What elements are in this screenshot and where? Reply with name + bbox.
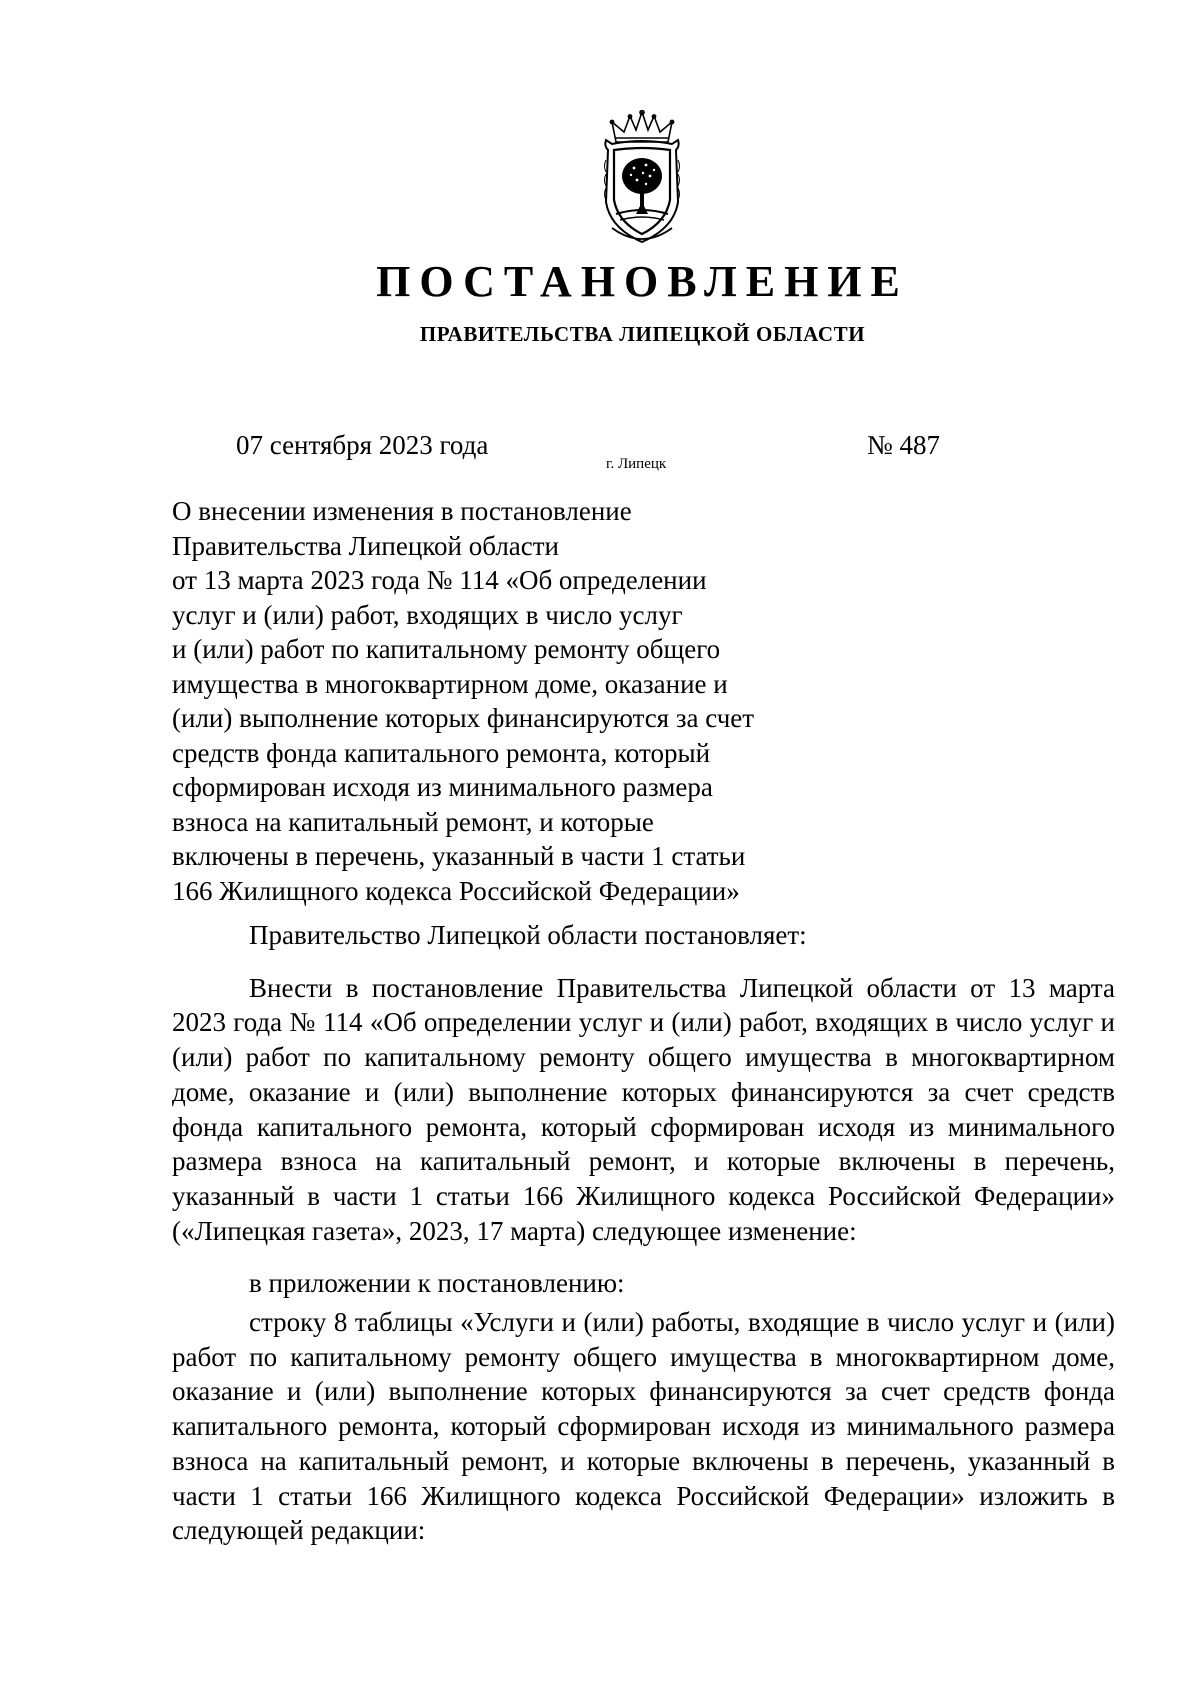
subject-line: включены в перечень, указанный в части 1 статьи (172, 841, 746, 871)
document-body (172, 918, 1115, 1548)
document-subject (172, 494, 812, 908)
coat-of-arms-icon (602, 110, 682, 246)
subject-line: 166 Жилищного кодекса Российской Федерации» (172, 875, 740, 906)
issuing-authority: ПРАВИТЕЛЬСТВА ЛИПЕЦКОЙ ОБЛАСТИ (419, 322, 866, 346)
resolution-preamble: Правительство Липецкой области постановляет: (249, 920, 807, 950)
document-number: № 487 (867, 430, 941, 460)
subject-line: О внесении изменения в постановление (172, 496, 632, 526)
subject-line: Правительства Липецкой области (172, 530, 560, 561)
amendment-paragraph: Внести в постановление Правительства Липецкой области от 13 марта 2023 года № 114 «Об определении услуг и (или) работ, входящих в число услуг и (или) работ по капитальному ремонту общего имущества в многоквартирном доме, оказание и (или) выполнение которых финансируются за счет средств фонда капитального ремонта, который сформирован исходя из минимального размера взноса на капитальный ремонт, и которые включены в перечень, указанный в части 1 статьи 166 Жилищного кодекса Российской Федерации» («Липецкая газета», 2023, 17 марта) следующее изменение: (172, 972, 1115, 1246)
subject-line: сформирован исходя из минимального размера (172, 772, 713, 802)
subject-line: (или) выполнение которых финансируются за счет (172, 703, 755, 733)
amendment-detail: строку 8 таблицы «Услуги и (или) работы, входящие в число услуг и (или) работ по капитальному ремонту общего имущества в многоквартирном доме, оказание и (или) выполнение которых финансируются за счет средств фонда капитального ремонта, который сформирован исходя из минимального размера взноса на капитальный ремонт, и которые включены в перечень, указанный в части 1 статьи 166 Жилищного кодекса Российской Федерации» изложить в следующей редакции: (172, 1307, 1115, 1546)
subject-line: и (или) работ по капитальному ремонту общего (172, 634, 721, 664)
document-title: ПОСТАНОВЛЕНИЕ (376, 257, 909, 306)
subject-line: услуг и (или) работ, входящих в число услуг (172, 599, 683, 630)
document-city: г. Липецк (606, 456, 667, 472)
subject-line: имущества в многоквартирном доме, оказание и (172, 668, 728, 699)
appendix-reference: в приложении к постановлению: (249, 1268, 625, 1299)
subject-line: взноса на капитальный ремонт, и которые (172, 806, 654, 837)
document-date: 07 сентября 2023 года (236, 430, 489, 460)
subject-line: средств фонда капитального ремонта, который (172, 737, 711, 768)
subject-line: от 13 марта 2023 года № 114 «Об определении (172, 565, 707, 595)
